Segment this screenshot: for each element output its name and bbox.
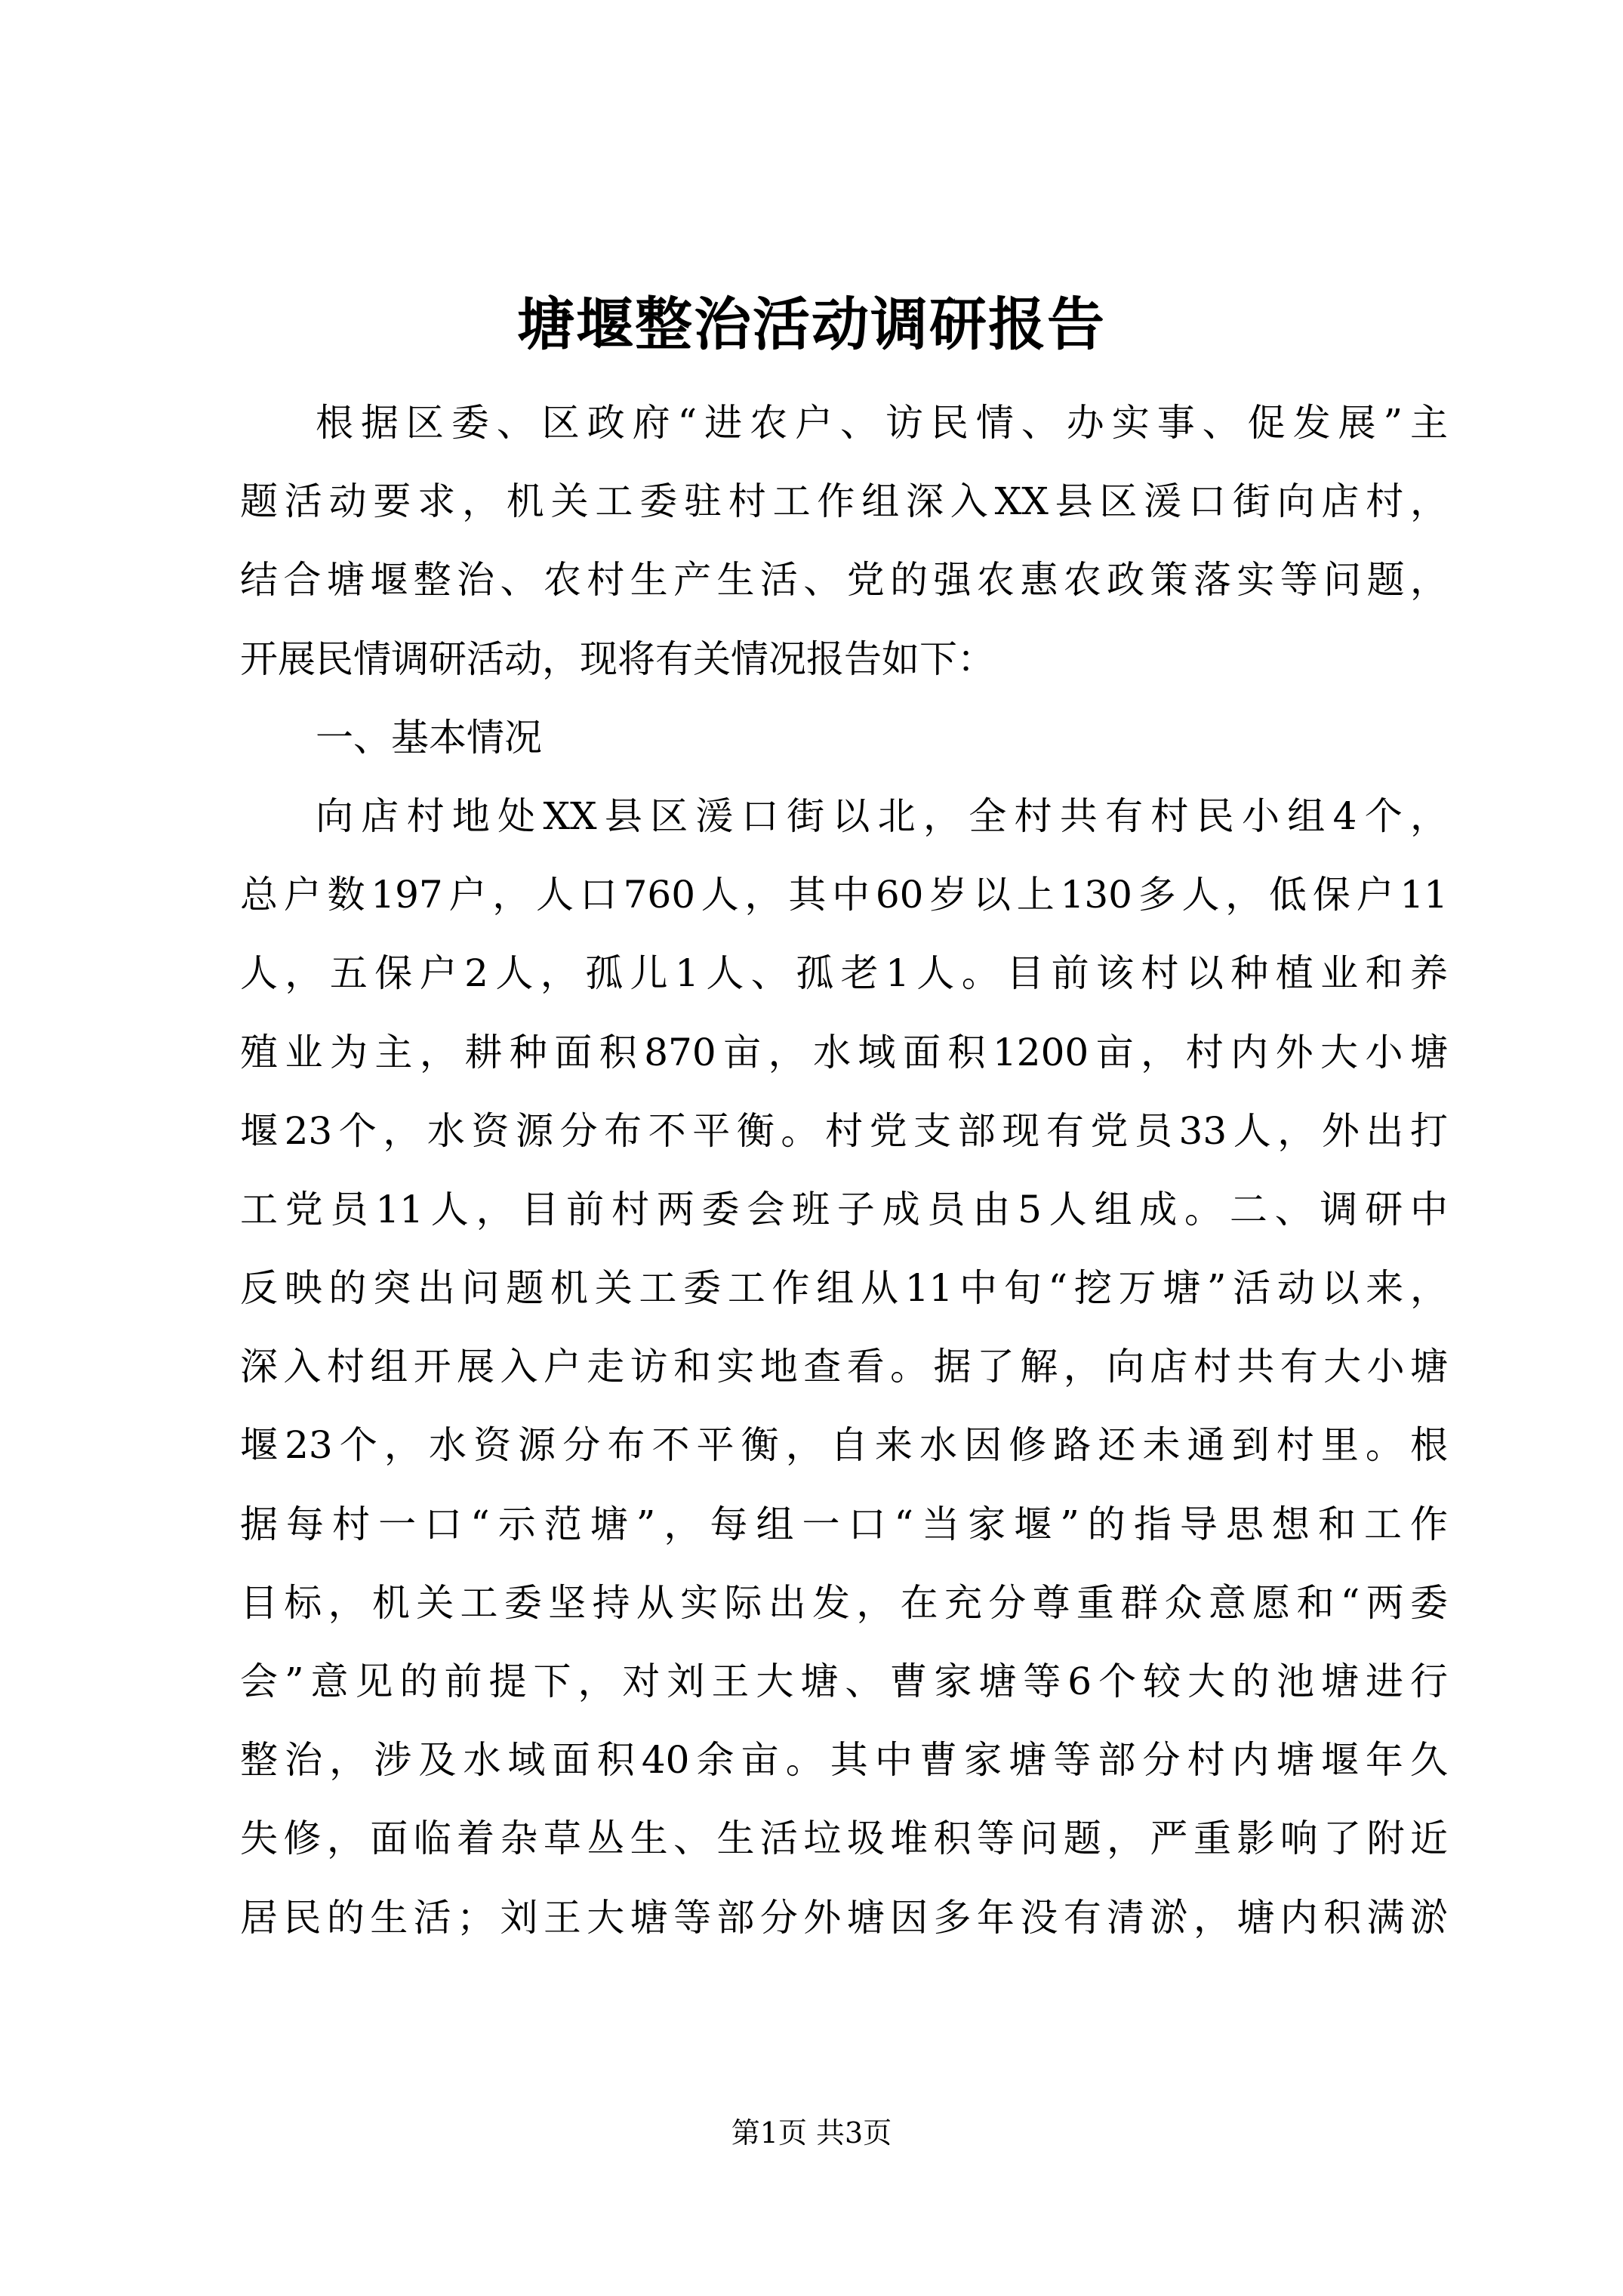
body-line: 人，五保户2人，孤儿1人、孤老1人。目前该村以种植业和养 — [240, 951, 1448, 996]
body-line: 开展民情调研活动，现将有关情况报告如下： — [240, 636, 995, 681]
body-line: 深入村组开展入户走访和实地查看。据了解，向店村共有大小塘 — [240, 1345, 1448, 1389]
body-line: 殖业为主，耕种面积870亩，水域面积1200亩，村内外大小塘 — [240, 1030, 1448, 1074]
body-line: 向店村地处XX县区湲口街以北，全村共有村民小组4个， — [316, 794, 1448, 838]
body-line: 据每村一口“示范塘”，每组一口“当家堰”的指导思想和工作 — [240, 1502, 1448, 1546]
body-line: 堰23个，水资源分布不平衡，自来水因修路还未通到村里。根 — [240, 1423, 1448, 1468]
body-line: 失修，面临着杂草丛生、生活垃圾堆积等问题，严重影响了附近 — [240, 1817, 1448, 1861]
document-body — [240, 384, 1448, 1957]
body-line: 目标，机关工委坚持从实际出发，在充分尊重群众意愿和“两委 — [240, 1580, 1448, 1625]
body-line: 根据区委、区政府“进农户、访民情、办实事、促发展”主 — [316, 401, 1448, 445]
body-line: 反映的突出问题机关工委工作组从11中旬“挖万塘”活动以来， — [240, 1266, 1448, 1311]
body-line: 结合塘堰整治、农村生产生活、党的强农惠农政策落实等问题， — [240, 558, 1448, 603]
body-line: 堰23个，水资源分布不平衡。村党支部现有党员33人，外出打 — [240, 1108, 1448, 1153]
section-heading: 一、基本情况 — [316, 715, 542, 760]
body-line: 居民的生活；刘王大塘等部分外塘因多年没有清淤，塘内积满淤 — [240, 1895, 1448, 1940]
page-number-footer: 第1页 共3页 — [731, 2116, 892, 2150]
body-line: 工党员11人，目前村两委会班子成员由5人组成。二、调研中 — [240, 1187, 1448, 1231]
body-line: 会”意见的前提下，对刘王大塘、曹家塘等6个较大的池塘进行 — [240, 1660, 1448, 1703]
document-title: 塘堰整治活动调研报告 — [517, 291, 1106, 358]
body-line: 整治，涉及水域面积40余亩。其中曹家塘等部分村内塘堰年久 — [240, 1738, 1448, 1783]
body-line: 总户数197户，人口760人，其中60岁以上130多人，低保户11 — [240, 873, 1448, 917]
body-line: 题活动要求，机关工委驻村工作组深入XX县区湲口街向店村， — [240, 479, 1448, 524]
